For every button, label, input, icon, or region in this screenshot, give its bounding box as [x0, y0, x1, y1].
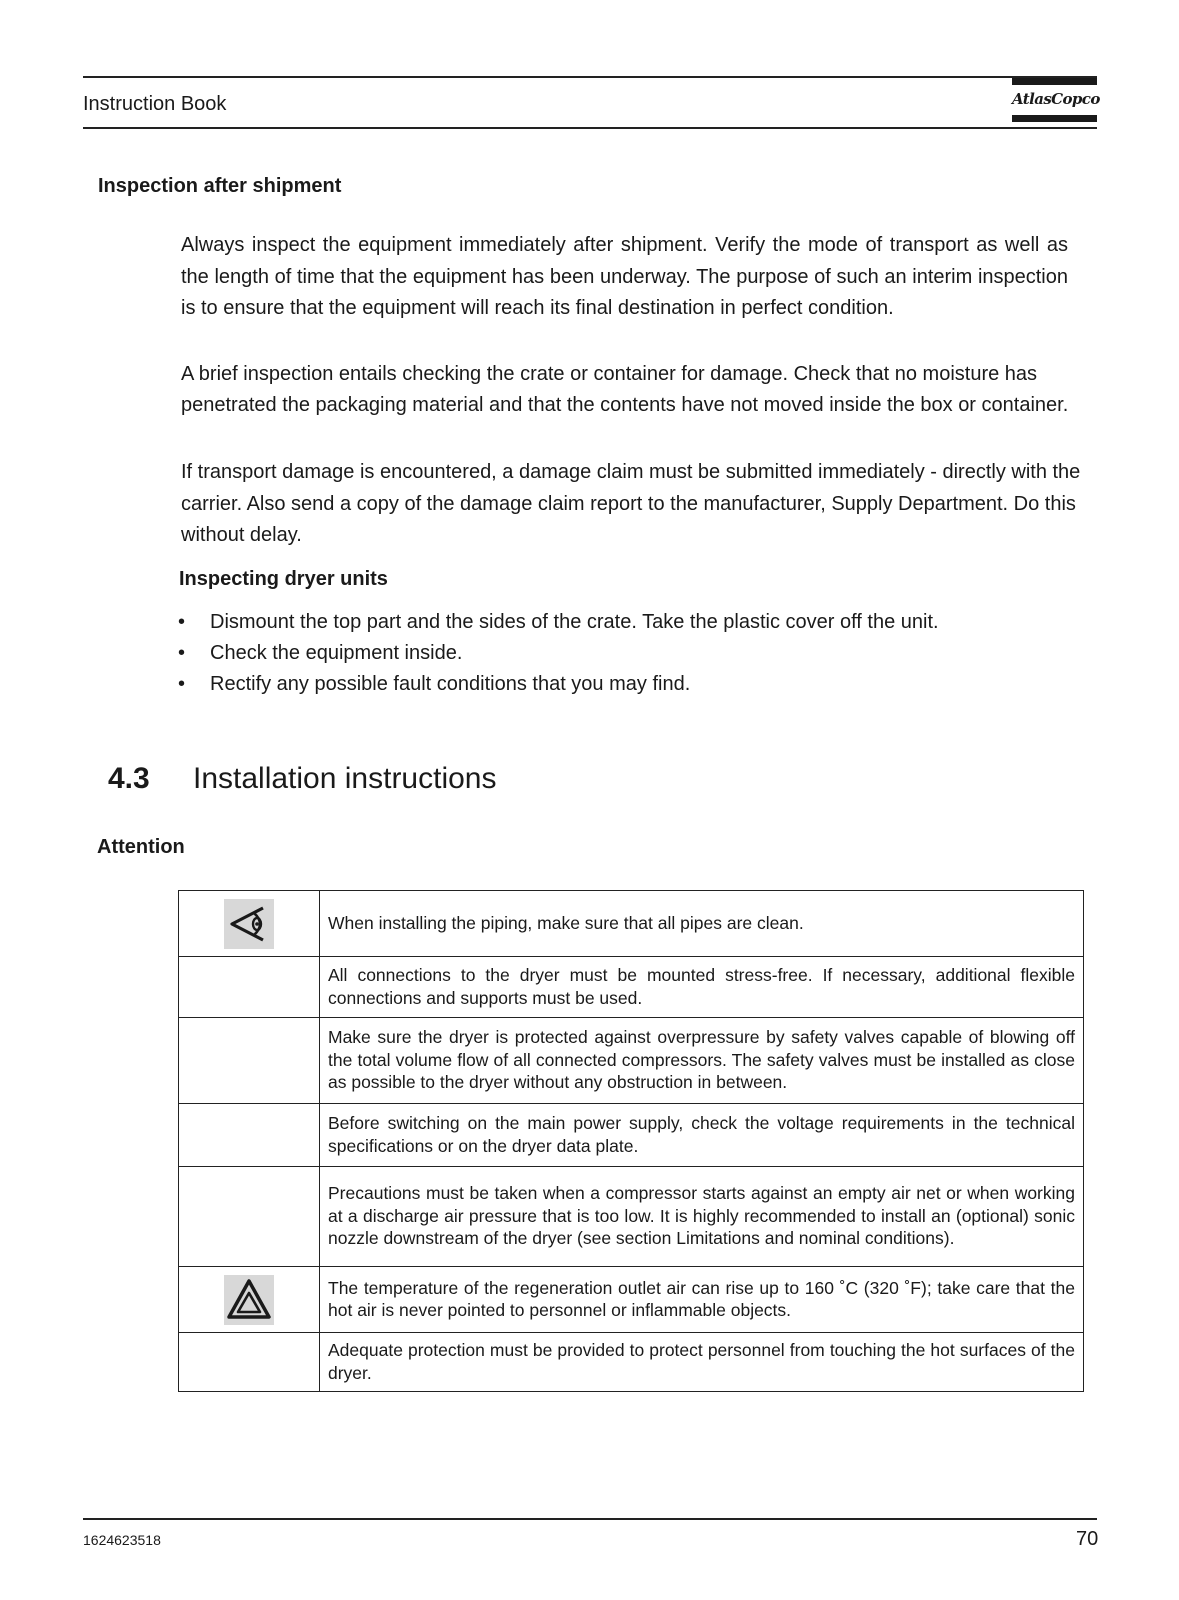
- section-title: Installation instructions: [193, 762, 497, 795]
- document-number: 1624623518: [83, 1532, 161, 1548]
- header-top-rule: [83, 76, 1097, 78]
- list-item-text: Check the equipment inside.: [210, 642, 463, 664]
- icon-cell: [179, 1167, 320, 1267]
- note-text: Before switching on the main power supply, check the voltage requirements in the technical specifications or on the dryer data plate.: [320, 1104, 1084, 1167]
- icon-cell: [179, 957, 320, 1018]
- table-row: [179, 891, 1084, 957]
- note-text: When installing the piping, make sure that all pipes are clean.: [320, 891, 1084, 957]
- list-item: [178, 607, 939, 638]
- note-text: Adequate protection must be provided to protect personnel from touching the hot surfaces of the dryer.: [320, 1333, 1084, 1392]
- dryer-units-heading: Inspecting dryer units: [179, 568, 388, 590]
- list-item-text: Dismount the top part and the sides of the crate. Take the plastic cover off the unit.: [210, 611, 939, 633]
- list-item: [178, 638, 939, 669]
- atlas-copco-logo: [1012, 78, 1100, 126]
- inspection-paragraph-3: If transport damage is encountered, a damage claim must be submitted immediately - directly with the carrier. Also send a copy of the damage claim report to the manufacturer, Supply Department. Do this without delay.: [181, 461, 1081, 546]
- attention-heading: Attention: [97, 836, 185, 858]
- bullet-icon: •: [178, 673, 186, 695]
- table-row: [179, 1333, 1084, 1392]
- header-title: Instruction Book: [83, 93, 227, 115]
- eye-icon: [224, 899, 274, 949]
- table-row: [179, 1018, 1084, 1104]
- footer-rule: [83, 1518, 1097, 1520]
- icon-cell: [179, 891, 320, 957]
- icon-cell: [179, 1018, 320, 1104]
- table-row: [179, 1104, 1084, 1167]
- table-row: [179, 1167, 1084, 1267]
- logo-bar-bottom: [1012, 115, 1097, 122]
- note-text: The temperature of the regeneration outlet air can rise up to 160 ˚C (320 ˚F); take care that the hot air is never pointed to personnel or inflammable objects.: [320, 1267, 1084, 1333]
- warning-triangle-icon: [224, 1275, 274, 1325]
- icon-cell: [179, 1267, 320, 1333]
- logo-bar-top: [1012, 78, 1097, 85]
- section-number: 4.3: [108, 762, 150, 795]
- dryer-units-list: [178, 607, 939, 700]
- icon-cell: [179, 1104, 320, 1167]
- table-row: [179, 1267, 1084, 1333]
- note-text: Precautions must be taken when a compressor starts against an empty air net or when working at a discharge air pressure that is too low. It is highly recommended to install an (optional) sonic nozzle downstream of the dryer (see section Limitations and nominal conditions).: [320, 1167, 1084, 1267]
- list-item: [178, 669, 939, 700]
- inspection-paragraph-1: Always inspect the equipment immediately after shipment. Verify the mode of transport as well as the length of time that the equipment has been underway. The purpose of such an interim inspection is to ensure that the equipment will reach its final destination in perfect condition.: [181, 234, 1068, 319]
- inspection-heading: Inspection after shipment: [98, 175, 342, 197]
- header-bottom-rule: [83, 127, 1097, 129]
- inspection-paragraph-2: A brief inspection entails checking the crate or container for damage. Check that no moisture has penetrated the packaging material and that the contents have not moved inside the box or container.: [181, 363, 1069, 416]
- icon-cell: [179, 1333, 320, 1392]
- note-text: All connections to the dryer must be mounted stress-free. If necessary, additional flexible connections and supports must be used.: [320, 957, 1084, 1018]
- list-item-text: Rectify any possible fault conditions that you may find.: [210, 673, 691, 695]
- bullet-icon: •: [178, 611, 186, 633]
- bullet-icon: •: [178, 642, 186, 664]
- note-text: Make sure the dryer is protected against overpressure by safety valves capable of blowing off the total volume flow of all connected compressors. The safety valves must be installed as close as possible to the dryer without any obstruction in between.: [320, 1018, 1084, 1104]
- table-row: [179, 957, 1084, 1018]
- logo-text: AtlasCopco: [1012, 90, 1100, 108]
- page-number: 70: [1076, 1528, 1099, 1550]
- attention-table: [178, 890, 1084, 1392]
